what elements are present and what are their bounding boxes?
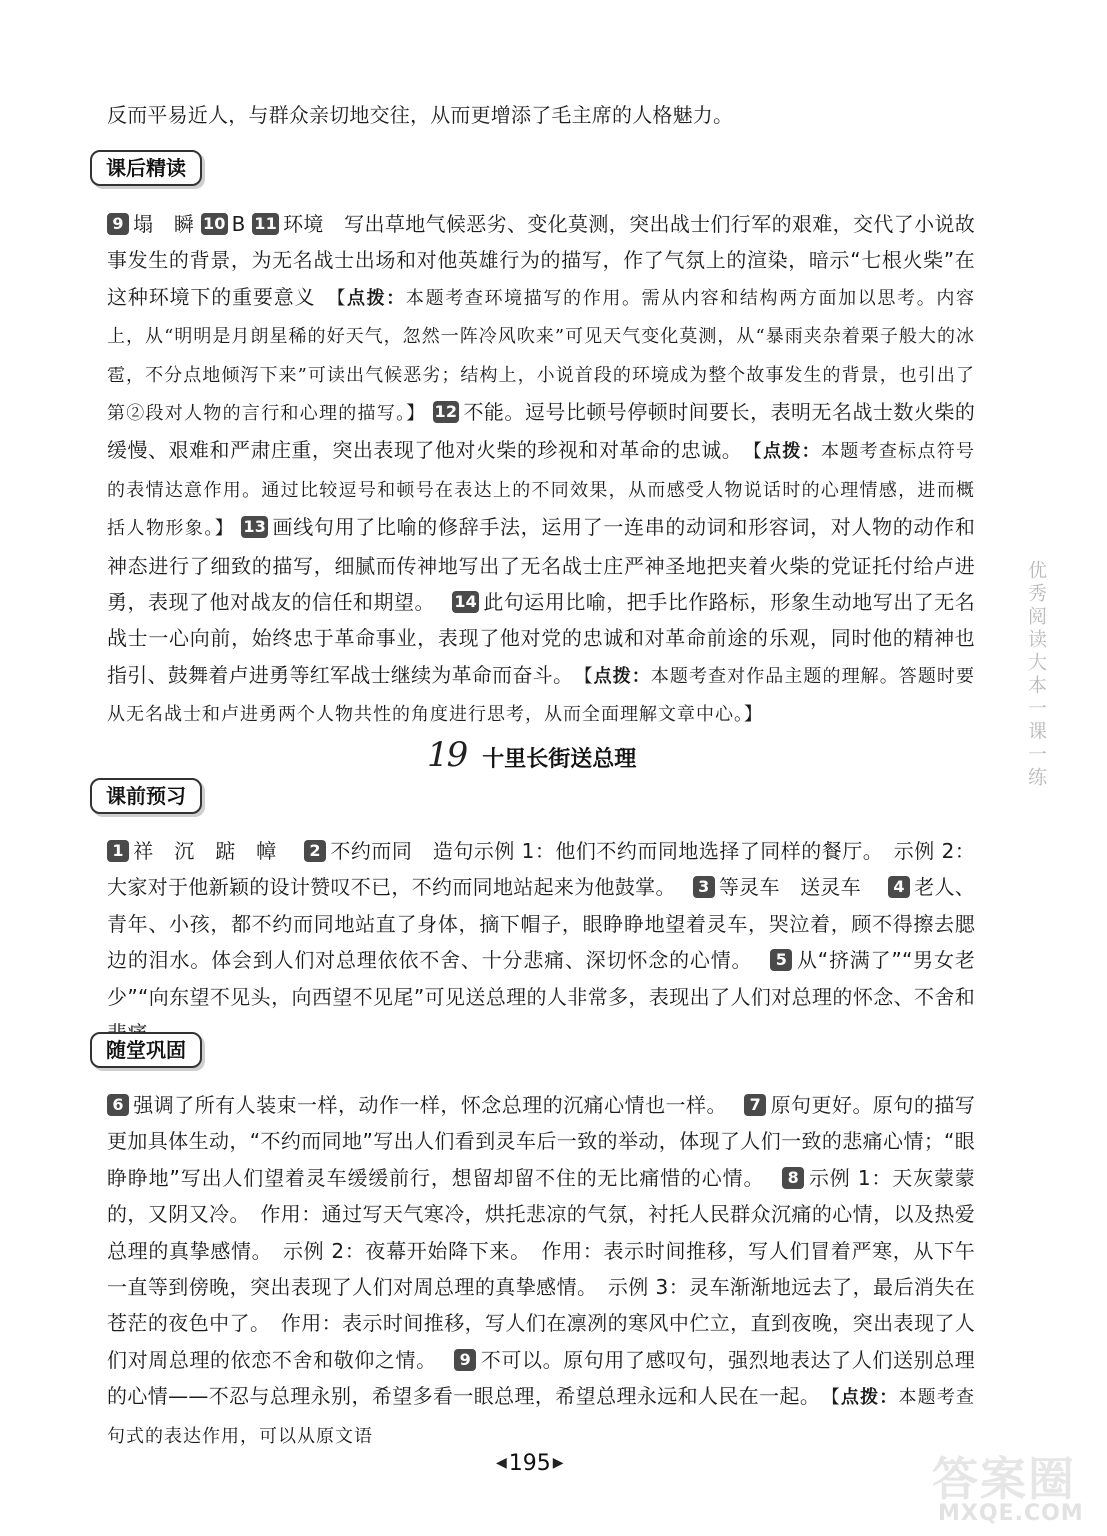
watermark-main-text: 答案圈 [932,1452,1076,1506]
question-number: 7 [744,1094,766,1116]
yuxi-answers [107,833,975,1051]
lesson-name: 十里长街送总理 [482,747,637,772]
answer-text: 原句更好。原句的描写更加具体生动，“不约而同地”写出人们看到灵车后一致的举动，体现了人们一致的悲痛心情；“眼睁睁地”写出人们望着灵车缓缓前行，想留却留不住的无比痛惜的心情。 [107,1093,976,1190]
hint-label: 点拨： [346,287,406,309]
answer-text: 此句运用比喻，把手比作路标，形象生动地写出了无名战士一心向前，始终忠于革命事业，表现了他对党的忠诚和对革命前途的乐观，同时他的精神也指引、鼓舞着卢进勇等红军战士继续为革命而奋斗。 [107,590,975,687]
question-number: 10 [202,214,226,233]
triangle-left-icon: ◀ [496,1455,507,1471]
page-number-text: 195 [508,1450,551,1476]
question-number: 14 [454,592,478,612]
section-heading-jingdu: 课后精读 [90,150,202,186]
answer-text: 等灵车 送灵车 [718,875,882,900]
hint-text: 【点拨：本题考查环境描写的作用。需从内容和结构两方面加以思考。内容上，从“明明是月朗星稀的好天气，忽然一阵冷风吹来”可见天气变化莫测，从“暴雨夹杂着栗子般大的冰雹，不分点地倾泻下来”可读出气候恶劣；结构上，小说首段的环境成为整个故事发生的背景，也引出了第②段对人物的言行和心理的描写。】 [107,287,976,425]
hint-body: 本题考查环境描写的作用。需从内容和结构两方面加以思考。内容上，从“明明是月朗星稀的好天气，忽然一阵冷风吹来”可见天气变化莫测，从“暴雨夹杂着栗子般大的冰雹，不分点地倾泻下来”可读出气候恶劣；结构上，小说首段的环境成为整个故事发生的背景，也引出了第②段对人物的言行和心理的描写。 [107,287,976,425]
answer-text: 祥 沉 踮 幛 [133,839,298,863]
lesson-title [427,735,636,775]
question-number: 13 [243,517,267,537]
hint-label: 点拨： [763,441,821,463]
hint-label: 点拨： [593,665,651,687]
question-number: 9 [454,1349,476,1371]
triangle-right-icon: ▶ [552,1455,564,1471]
answer-text: 环境 写出草地气候恶劣、变化莫测，突出战士们行军的艰难，交代了小说故事发生的背景，为无名战士出场和对他英雄行为的描写，作了气氛上的渲染，暗示“七根火柴”在这种环境下的重要意义 [107,212,975,309]
question-number: 8 [782,1167,804,1189]
continuation-text: 反而平易近人，与群众亲切地交往，从而更增添了毛主席的人格魅力。 [107,103,734,127]
answer-text: 示例 1：天灰蒙蒙的，又阴又冷。 作用：通过写天气寒冷，烘托悲凉的气氛，衬托人民群众沉痛的心情，以及热爱总理的真挚感情。 示例 2：夜幕开始降下来。 作用：表示时间推移，写人们冒着严寒，从下午一直等到傍晚，突出表现了人们对周总理的真挚感情。 示例 3：灵车渐渐地远去了，最后消失在苍茫的夜色中了。 作用：表示时间推移，写人们在凛冽的寒风中伫立，直到夜晚，突出表现了人们对周总理的依恋不舍和敬仰之情。 [107,1165,975,1372]
question-number: 9 [107,213,129,235]
question-number: 11 [254,214,277,233]
side-book-title: 优秀阅读大本一课一练 [1025,560,1047,790]
answer-text: 强调了所有人装束一样，动作一样，怀念总理的沉痛心情也一样。 [133,1093,738,1117]
question-number: 6 [107,1094,129,1116]
answer-text: 老人、青年、小孩，都不约而同地站直了身体，摘下帽子，眼睁睁地望着灵车，哭泣着，顾不得擦去腮边的泪水。体会到人们对总理依依不舍、十分悲痛、深切怀念的心情。 [107,875,975,973]
answer-text: 不能。逗号比顿号停顿时间要长，表明无名战士数火柴的缓慢、艰难和严肃庄重，突出表现了他对火柴的珍视和对革命的忠诚。 [107,400,976,463]
jingdu-answers [107,206,975,734]
lesson-number: 19 [427,735,467,775]
continuation-line [107,97,975,133]
hint-text: 【点拨：本题考查标点符号的表情达意作用。通过比较逗号和顿号在表达上的不同效果，从而感受人物说话时的心理情感，进而概括人物形象。】 [107,441,976,540]
question-number: 4 [888,876,910,898]
question-number: 1 [107,840,129,862]
answer-text: 不约而同 造句示例 1：他们不约而同地选择了同样的餐厅。 示例 2：大家对于他新颖的设计赞叹不已，不约而同地站起来为他鼓掌。 [107,839,975,900]
section-heading-gonggu: 随堂巩固 [90,1032,202,1068]
hint-body: 本题考查标点符号的表情达意作用。通过比较逗号和顿号在表达上的不同效果，从而感受人物说话时的心理情感，进而概括人物形象。 [107,441,976,540]
answer-text: 不可以。原句用了感叹句，强烈地表达了人们送别总理的心情——不忍与总理永别，希望多看一眼总理，希望总理永远和人民在一起。 [107,1347,975,1409]
gonggu-answers [107,1087,975,1455]
watermark-logo [880,1452,1084,1526]
answer-text: 画线句用了比喻的修辞手法，运用了一连串的动词和形容词，对人物的动作和神态进行了细致的描写，细腻而传神地写出了无名战士庄严神圣地把夹着火柴的党证托付给卢进勇，表现了他对战友的信任和期望。 [107,515,976,615]
hint-body: 本题考查对作品主题的理解。答题时要从无名战士和卢进勇两个人物共性的角度进行思考，从而全面理解文章中心。 [107,665,976,726]
answer-text: 从“挤满了”“男女老少”“向东望不见头，向西望不见尾”可见送总理的人非常多，表现出了人们对总理的怀念、不舍和 [107,948,976,1009]
hint-text: 【点拨：本题考查句式的表达作用，可以从原文语 [107,1387,976,1447]
question-number: 3 [693,876,715,898]
hint-text: 【点拨：本题考查对作品主题的理解。答题时要从无名战士和卢进勇两个人物共性的角度进行思考，从而全面理解文章中心。】 [107,665,976,726]
answer-text: 塌 瞬 [133,212,195,236]
page-number [496,1448,564,1478]
hint-body: 本题考查句式的表达作用，可以从原文语 [107,1387,976,1447]
hint-label: 点拨： [840,1387,899,1409]
question-number: 5 [770,949,792,971]
section-heading-yuxi: 课前预习 [90,778,202,814]
watermark-sub-text: MXQE.COM [938,1501,1084,1526]
question-number: 12 [434,402,458,422]
question-number: 2 [304,840,326,862]
answer-text: B [231,212,246,236]
